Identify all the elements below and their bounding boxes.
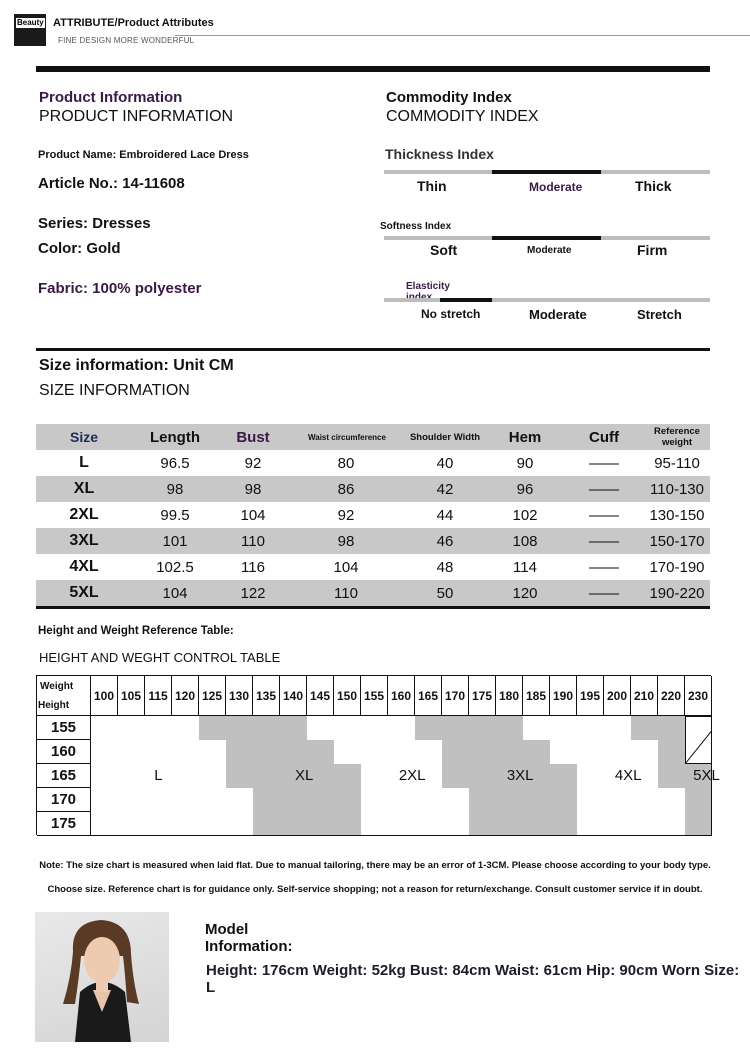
weight-header: 200 [604, 676, 631, 716]
cell: 101 [132, 528, 218, 554]
size-zone-label: 5XL [693, 767, 720, 784]
cell: —— [564, 580, 644, 606]
product-heading: Product Information [39, 89, 183, 106]
size-zone-label: 2XL [398, 767, 426, 784]
cell: 46 [404, 528, 486, 554]
cell: 5XL [36, 580, 132, 606]
commodity-heading: Commodity Index [386, 89, 512, 106]
cell: 116 [241, 558, 265, 576]
series: Series: Dresses [38, 215, 151, 232]
elasticity-option-no-stretch: No stretch [421, 307, 481, 321]
size-table-header [36, 424, 710, 450]
cell: 95-110 [654, 454, 700, 472]
cell: 110 [288, 580, 404, 606]
weight-header: 170 [442, 676, 469, 716]
model-photo [35, 912, 169, 1042]
softness-option-firm: Firm [637, 242, 668, 258]
cell: 110 [218, 528, 288, 554]
weight-header: 140 [280, 676, 307, 716]
weight-header: 210 [631, 676, 658, 716]
height-header: 170 [37, 788, 91, 812]
cell: 86 [288, 476, 404, 502]
thickness-label: Thickness Index [385, 146, 494, 162]
corner-height-label: Height [38, 700, 70, 711]
col-shoulder: Shoulder Width [404, 424, 486, 450]
table-row [36, 476, 710, 502]
cell: 98 [288, 528, 404, 554]
fabric: Fabric: 100% polyester [38, 280, 202, 297]
cell: 104 [132, 580, 218, 606]
size-heading: Size information: Unit CM [39, 357, 234, 374]
hw-heading: Height and Weight Reference Table: [38, 625, 234, 637]
cell: 150-170 [644, 528, 710, 554]
cell: 114 [513, 558, 537, 576]
cell: 102.5 [156, 558, 194, 576]
weight-header: 195 [577, 676, 604, 716]
hw-heading-caps: HEIGHT AND WEGHT CONTROL TABLE [39, 650, 281, 665]
weight-header: 115 [145, 676, 172, 716]
thickness-option-thick: Thick [635, 178, 672, 194]
weight-header: 105 [118, 676, 145, 716]
size-zone-label: 3XL [506, 767, 534, 784]
corner-cell [37, 676, 91, 716]
product-heading-caps: PRODUCT INFORMATION [39, 108, 234, 125]
logo-text: Beauty [17, 18, 44, 27]
weight-header: 190 [550, 676, 577, 716]
cell: XL [36, 476, 132, 502]
col-waist: Waist circumference [288, 424, 404, 450]
col-reference-weight: Reference weight [644, 424, 710, 450]
cell: 190-220 [644, 580, 710, 606]
col-hem: Hem [486, 424, 564, 450]
top-divider [36, 66, 710, 72]
elasticity-label: Elasticity [406, 281, 450, 292]
cell: —— [564, 476, 644, 502]
cell: 92 [244, 454, 262, 472]
elasticity-option-stretch: Stretch [637, 307, 682, 322]
cell: 108 [486, 528, 564, 554]
weight-header: 125 [199, 676, 226, 716]
corner-weight-label: Weight [40, 681, 74, 692]
cell: 2XL [69, 506, 99, 523]
cell: 50 [404, 580, 486, 606]
cell: 102 [512, 506, 538, 524]
cell: 130-150 [649, 506, 705, 524]
cell: 90 [516, 454, 534, 472]
height-header: 160 [37, 740, 91, 764]
cell: 3XL [36, 528, 132, 554]
table-row [36, 580, 710, 606]
weight-header: 160 [388, 676, 415, 716]
softness-label: Softness Index [380, 221, 452, 232]
height-header: 175 [37, 812, 91, 836]
weight-header: 230 [685, 676, 712, 716]
weight-header: 135 [253, 676, 280, 716]
size-zone-label: L [154, 767, 163, 784]
cell: 104 [333, 558, 359, 576]
weight-header: 150 [334, 676, 361, 716]
model-figure-illustration [35, 912, 169, 1042]
cell: 92 [337, 506, 355, 524]
weight-header: 130 [226, 676, 253, 716]
height-weight-table [36, 675, 720, 835]
brand-logo [14, 14, 46, 46]
table-row [36, 528, 710, 554]
hatched-cell [685, 716, 712, 764]
height-header: 165 [37, 764, 91, 788]
weight-header: 100 [91, 676, 118, 716]
softness-option-soft: Soft [430, 242, 458, 258]
weight-header: 175 [469, 676, 496, 716]
cell: 40 [436, 454, 454, 472]
elasticity-marker [440, 298, 492, 302]
elasticity-option-moderate: Moderate [529, 307, 587, 322]
cell: 98 [218, 476, 288, 502]
cell: 99.5 [160, 506, 190, 524]
size-zone-label: XL [295, 767, 314, 784]
cell: 120 [486, 580, 564, 606]
page-title: ATTRIBUTE/Product Attributes [53, 17, 214, 29]
thickness-marker [492, 170, 601, 174]
cell: 42 [404, 476, 486, 502]
softness-marker [492, 236, 601, 240]
cell: L [79, 454, 89, 471]
cell: 122 [218, 580, 288, 606]
cell: 96.5 [160, 454, 190, 472]
cell: —— [589, 558, 619, 576]
model-heading: Model Information: [205, 921, 293, 955]
table-row [36, 450, 710, 476]
weight-header: 185 [523, 676, 550, 716]
height-header: 155 [37, 716, 91, 740]
size-heading-caps: SIZE INFORMATION [39, 382, 190, 399]
cell: 110-130 [644, 476, 710, 502]
weight-header: 155 [361, 676, 388, 716]
cell: 96 [486, 476, 564, 502]
note-measurement: Note: The size chart is measured when laid flat. Due to manual tailoring, there may be an error of 1-3CM. Please choose according to your body type. [39, 860, 711, 871]
weight-header: 180 [496, 676, 523, 716]
header-divider [175, 35, 750, 36]
cell: 4XL [69, 558, 99, 575]
size-table [36, 424, 710, 606]
cell: 170-190 [649, 558, 705, 576]
cell: —— [589, 506, 619, 524]
cell: 104 [240, 506, 266, 524]
thickness-option-moderate: Moderate [529, 180, 583, 194]
cell: 80 [337, 454, 355, 472]
table-row [36, 554, 710, 580]
cell: 44 [436, 506, 454, 524]
color: Color: Gold [38, 240, 121, 257]
article-number: Article No.: 14-11608 [38, 175, 185, 192]
weight-header: 120 [172, 676, 199, 716]
weight-header: 165 [415, 676, 442, 716]
size-zone-label: 4XL [614, 767, 642, 784]
cell: 48 [436, 558, 454, 576]
col-size: Size [36, 424, 132, 450]
size-table-bottom-rule [36, 606, 710, 609]
model-details: Height: 176cm Weight: 52kg Bust: 84cm Waist: 61cm Hip: 90cm Worn Size: L [206, 962, 740, 996]
elasticity-scale [384, 298, 710, 302]
section-divider [36, 348, 710, 351]
table-row [36, 502, 710, 528]
commodity-heading-caps: COMMODITY INDEX [386, 108, 539, 125]
cell: —— [589, 454, 619, 472]
softness-option-moderate: Moderate [527, 245, 572, 256]
page-subtitle: FINE DESIGN MORE WONDERFUL [58, 36, 195, 45]
thickness-option-thin: Thin [417, 178, 447, 194]
col-bust: Bust [218, 424, 288, 450]
cell: —— [564, 528, 644, 554]
col-cuff: Cuff [564, 424, 644, 450]
note-guidance: Choose size. Reference chart is for guidance only. Self-service shopping; not a reason for return/exchange. Consult customer service if in doubt. [47, 884, 703, 895]
product-name: Product Name: Embroidered Lace Dress [38, 149, 249, 161]
col-length: Length [132, 424, 218, 450]
cell: 98 [132, 476, 218, 502]
weight-header: 145 [307, 676, 334, 716]
weight-header: 220 [658, 676, 685, 716]
